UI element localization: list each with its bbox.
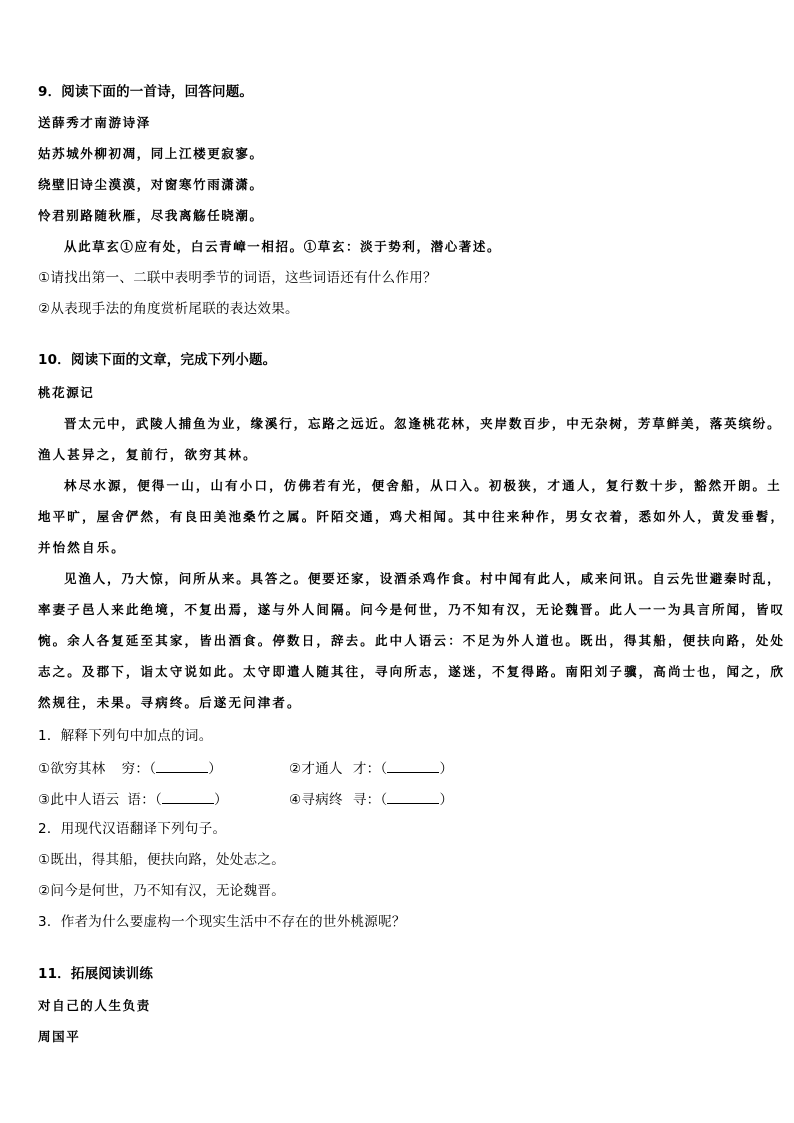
item-phrase: ③此中人语云 [38,792,120,808]
q11-title: 对自己的人生负责 [38,998,151,1013]
q10-para-line-10: 然规往，未果。寻病终。后遂无问津者。 [38,695,302,710]
item-word: 穷：（ [121,761,157,777]
q10-article-title: 桃花源记 [38,385,95,400]
q9-question-1: ①请找出第一、二联中表明季节的词语，这些词语还有什么作用？ [38,270,437,286]
q9-poem-title: 送薛秀才南游诗泽 [38,115,151,130]
q10-para-line-4: 地平旷，屋舍俨然，有良田美池桑竹之属。阡陌交通，鸡犬相闻。其中往来种作，男女衣着，悉如外人，黄发垂髫， [38,509,786,524]
q10-para-line-3: 林尽水源，便得一山，山有小口，仿佛若有光，便舍船，从口入。初极狭，才通人，复行数十步，豁然开朗。土 [64,478,782,493]
q10-para-line-5: 并怡然自乐。 [38,540,126,555]
q10-para-line-2: 渔人甚异之，复前行，欲穷其林。 [38,447,258,462]
q10-para-line-9: 志之。及郡下，诣太守说如此。太守即遣人随其往，寻向所志，遂迷，不复得路。南阳刘子骥，高尚士也，闻之，欣 [38,664,786,679]
item-word: 语：（ [127,792,163,808]
q11-heading: 11．拓展阅读训练 [38,966,154,982]
answer-blank[interactable] [162,792,214,804]
q10-sub1-item-4 [289,792,453,808]
item-close: ） [439,761,454,777]
q10-sub1-item-1 [38,761,222,777]
item-close: ） [439,792,454,808]
q10-sub1-item-3 [38,792,228,808]
q10-para-line-8: 惋。余人各复延至其家，皆出酒食。停数日，辞去。此中人语云：不足为外人道也。既出，得其船，便扶向路，处处 [38,633,786,648]
q10-para-line-6: 见渔人，乃大惊，问所从来。具答之。便要还家，设酒杀鸡作食。村中闻有此人，咸来问讯。自云先世避秦时乱， [64,571,782,586]
q10-sub1-heading: 1．解释下列句中加点的词。 [38,728,213,744]
answer-blank[interactable] [387,761,439,773]
item-word: 才：（ [352,761,388,777]
q10-sub2-heading: 2．用现代汉语翻译下列句子。 [38,821,227,837]
answer-blank[interactable] [387,792,439,804]
q9-poem-line-3: 怜君别路随秋雁，尽我离觞任晓潮。 [38,208,264,223]
item-word: 寻：（ [352,792,388,808]
answer-blank[interactable] [156,761,208,773]
q10-sub3-heading: 3．作者为什么要虚构一个现实生活中不存在的世外桃源呢？ [38,914,406,930]
item-phrase: ①欲穷其林 [38,761,106,777]
item-close: ） [214,792,228,808]
q10-para-line-1: 晋太元中，武陵人捕鱼为业，缘溪行，忘路之远近。忽逢桃花林，夹岸数百步，中无杂树，芳草鲜美，落英缤纷。 [64,416,782,431]
q9-question-2: ②从表现手法的角度赏析尾联的表达效果。 [38,301,299,317]
q10-sub2-item-1: ①既出，得其船，便扶向路，处处志之。 [38,852,286,868]
item-phrase: ②才通人 [289,761,343,777]
q10-heading: 10．阅读下面的文章，完成下列小题。 [38,352,277,368]
q9-poem-line-1: 姑苏城外柳初凋，同上江楼更寂寥。 [38,146,264,161]
q9-poem-line-4: 从此草玄①应有处，白云青嶂一相招。①草玄：淡于势利，潜心著述。 [64,239,502,254]
q10-sub1-item-2 [289,761,453,777]
item-phrase: ④寻病终 [289,792,343,808]
q9-heading: 9．阅读下面的一首诗，回答问题。 [38,84,254,100]
item-close: ） [208,761,223,777]
q9-poem-line-2: 绕壁旧诗尘漠漠，对窗寒竹雨潇潇。 [38,177,264,192]
q11-author: 周国平 [38,1029,81,1044]
q10-para-line-7: 率妻子邑人来此绝境，不复出焉，遂与外人间隔。问今是何世，乃不知有汉，无论魏晋。此人一一为具言所闻，皆叹 [38,602,786,617]
q10-sub2-item-2: ②问今是何世，乃不知有汉，无论魏晋。 [38,883,286,899]
